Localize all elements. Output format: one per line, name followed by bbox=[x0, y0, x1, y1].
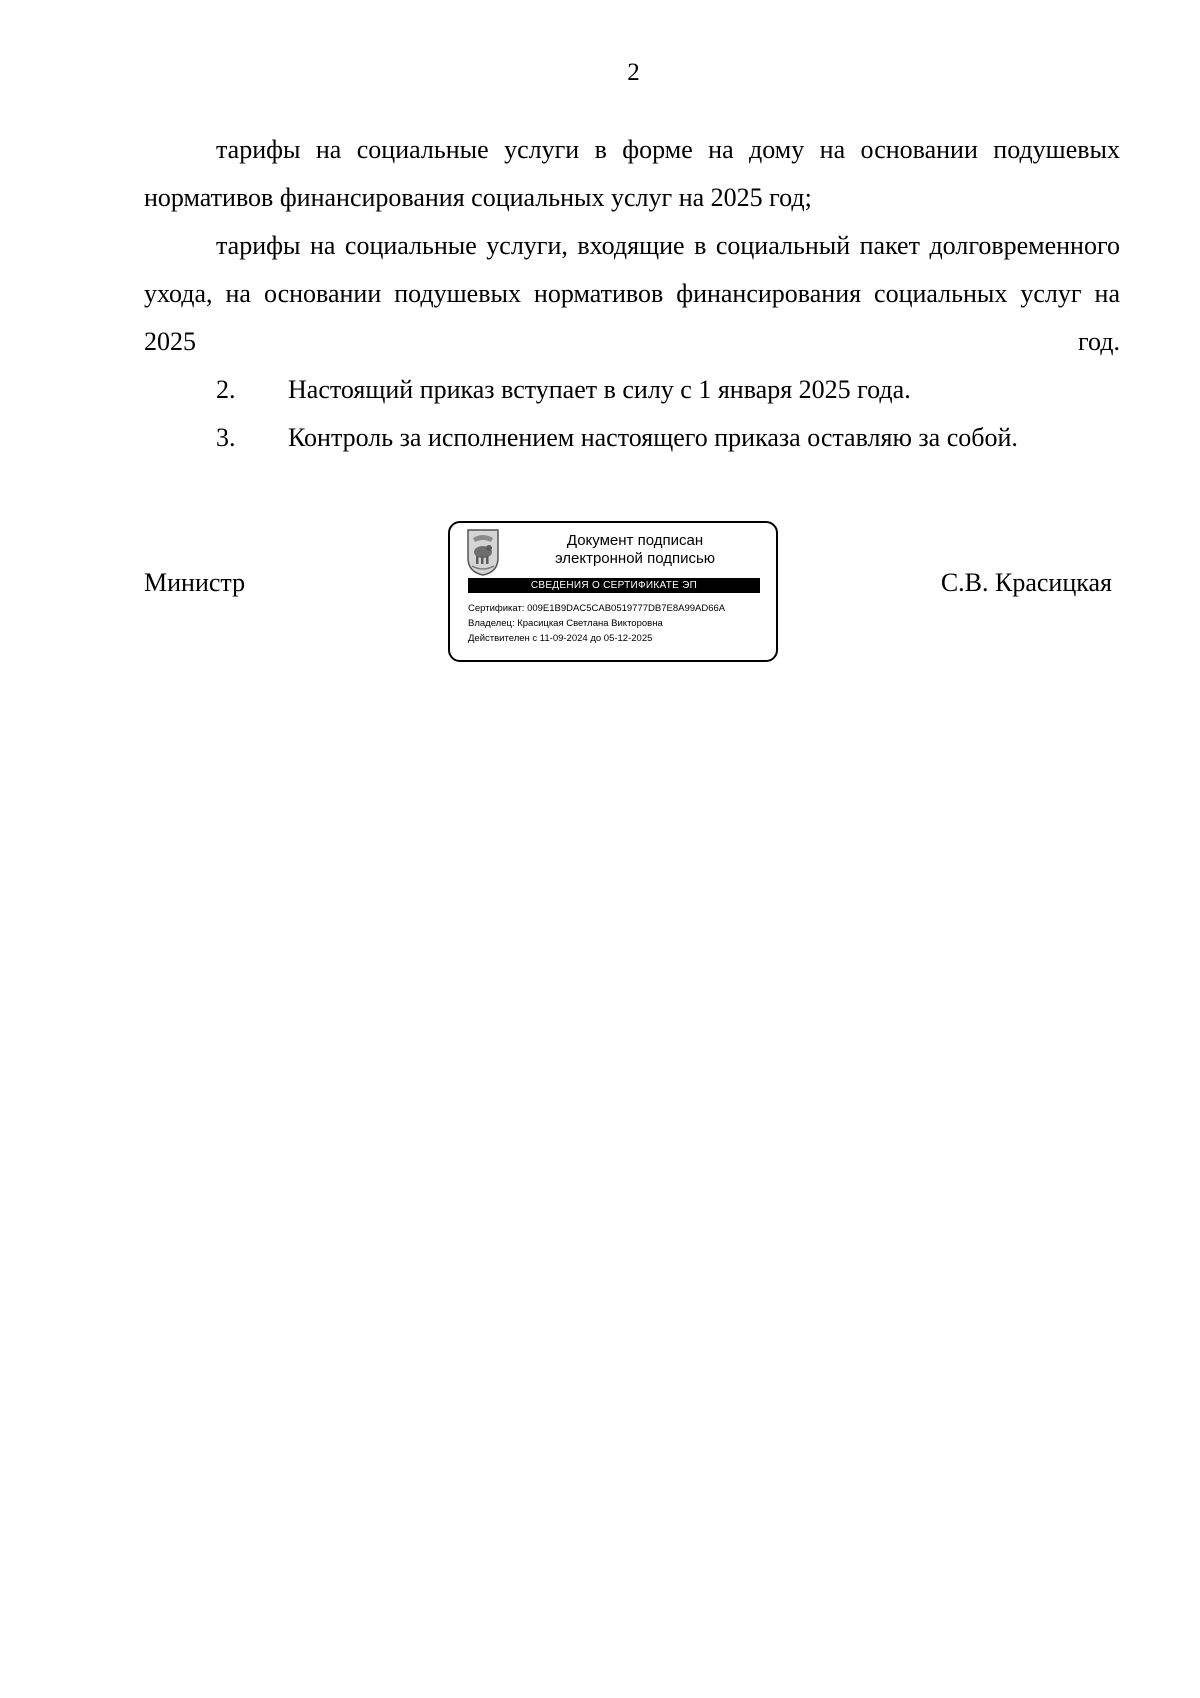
signatory-title: Министр bbox=[144, 568, 246, 597]
stamp-title bbox=[510, 532, 760, 568]
numbered-item-2 bbox=[144, 366, 1120, 414]
item-text: Контроль за исполнением настоящего приказа оставляю за собой. bbox=[288, 423, 1018, 452]
stamp-certificate-number: Сертификат: 009E1B9DAC5CAB0519777DB7E8A99AD66A bbox=[468, 603, 726, 614]
signatory-name: С.В. Красицкая bbox=[940, 568, 1112, 597]
paragraph-tariffs-home: тарифы на социальные услуги в форме на дому на основании подушевых нормативов финансирования социальных услуг на 2025 год; bbox=[144, 135, 1120, 212]
item-number: 3. bbox=[216, 423, 236, 452]
numbered-item-3 bbox=[144, 414, 1120, 462]
page-number: 2 bbox=[627, 59, 640, 86]
stamp-validity: Действителен с 11-09-2024 до 05-12-2025 bbox=[468, 633, 653, 644]
stamp-title-line-2: электронной подписью bbox=[554, 550, 716, 567]
stamp-owner: Владелец: Красицкая Светлана Викторовна bbox=[468, 618, 663, 629]
stamp-title-line-1: Документ подписан bbox=[566, 532, 704, 549]
paragraph-tariffs-longterm-care: тарифы на социальные услуги, входящие в социальный пакет долговременного ухода, на основании подушевых нормативов финансирования социальных услуг на 2025 год. bbox=[144, 231, 1120, 356]
item-number: 2. bbox=[216, 375, 236, 404]
coat-of-arms-icon bbox=[466, 528, 500, 576]
stamp-details bbox=[468, 601, 768, 646]
electronic-signature-stamp bbox=[448, 521, 778, 662]
item-text: Настоящий приказ вступает в силу с 1 января 2025 года. bbox=[288, 375, 911, 404]
document-body bbox=[144, 126, 1120, 462]
stamp-certificate-bar: СВЕДЕНИЯ О СЕРТИФИКАТЕ ЭП bbox=[468, 578, 760, 593]
